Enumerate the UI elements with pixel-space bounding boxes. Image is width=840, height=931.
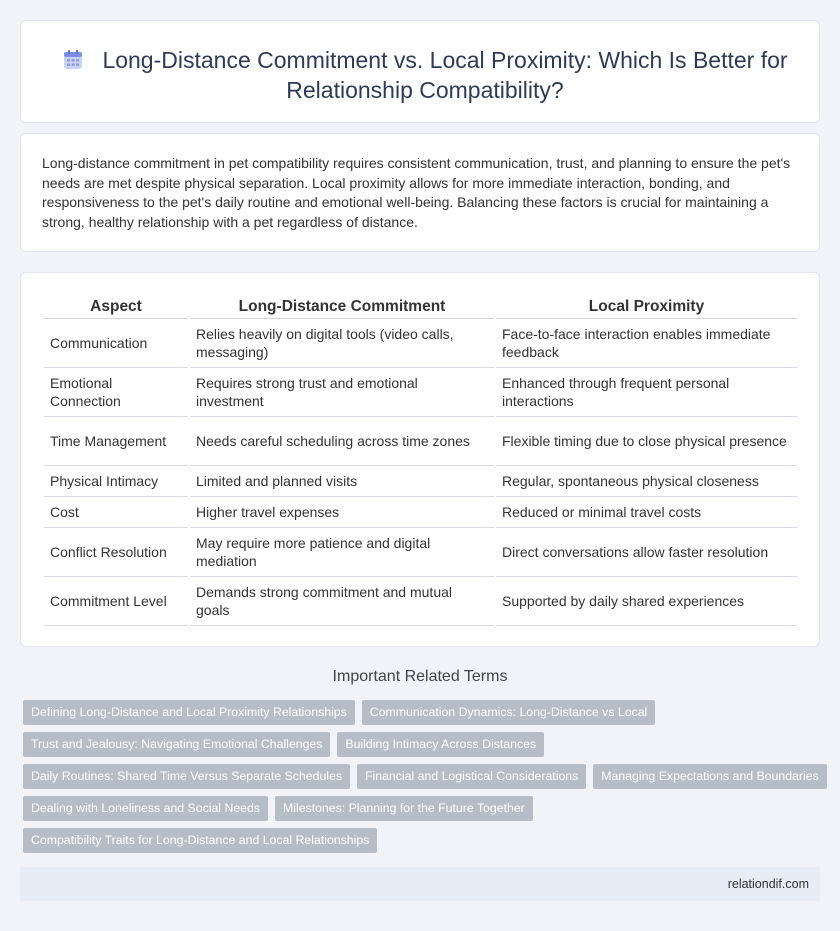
table-row [44, 528, 797, 577]
local-cell: Reduced or minimal travel costs [496, 497, 797, 528]
related-term-tag[interactable]: Defining Long-Distance and Local Proximity Relationships [23, 700, 355, 725]
page-title: Long-Distance Commitment vs. Local Proximity: Which Is Better for Relationship Compatibility? [102, 47, 788, 103]
aspect-cell: Conflict Resolution [44, 528, 188, 577]
aspect-cell: Time Management [44, 417, 188, 466]
related-term-tag[interactable]: Dealing with Loneliness and Social Needs [23, 796, 268, 821]
related-term-tag[interactable]: Compatibility Traits for Long-Distance and Local Relationships [23, 828, 377, 853]
header-long-distance: Long-Distance Commitment [190, 297, 494, 319]
long-distance-cell: Relies heavily on digital tools (video calls, messaging) [190, 319, 494, 368]
header-local: Local Proximity [496, 297, 797, 319]
local-cell: Supported by daily shared experiences [496, 577, 797, 626]
related-term-tag[interactable]: Daily Routines: Shared Time Versus Separate Schedules [23, 764, 350, 789]
related-term-tag[interactable]: Financial and Logistical Considerations [357, 764, 586, 789]
comparison-card [20, 272, 820, 647]
aspect-cell: Commitment Level [44, 577, 188, 626]
table-row [44, 577, 797, 626]
table-row [44, 497, 797, 528]
header-aspect: Aspect [44, 297, 188, 319]
related-term-tag[interactable]: Managing Expectations and Boundaries [593, 764, 826, 789]
local-cell: Flexible timing due to close physical presence [496, 417, 797, 466]
table-row [44, 319, 797, 368]
long-distance-cell: May require more patience and digital mediation [190, 528, 494, 577]
comparison-table [42, 297, 799, 626]
long-distance-cell: Needs careful scheduling across time zones [190, 417, 494, 466]
related-term-tag[interactable]: Milestones: Planning for the Future Together [275, 796, 533, 821]
related-term-tag[interactable]: Trust and Jealousy: Navigating Emotional Challenges [23, 732, 330, 757]
related-terms-heading: Important Related Terms [332, 668, 508, 685]
footer [20, 867, 820, 901]
table-row [44, 466, 797, 497]
aspect-cell: Emotional Connection [44, 368, 188, 417]
local-cell: Regular, spontaneous physical closeness [496, 466, 797, 497]
table-row [44, 417, 797, 466]
document-icon [62, 49, 84, 71]
related-term-tag[interactable]: Communication Dynamics: Long-Distance vs Local [362, 700, 655, 725]
site-name[interactable]: relationdif.com [727, 877, 809, 891]
long-distance-cell: Requires strong trust and emotional investment [190, 368, 494, 417]
intro-paragraph: Long-distance commitment in pet compatibility requires consistent communication, trust, and planning to ensure the pet's needs are met despite physical separation. Local proximity allows for more immediate interaction, bonding, and responsiveness to the pet's daily routine and emotional well-being. Balancing these factors is crucial for maintaining a strong, healthy relationship with a pet regardless of distance. [42, 155, 791, 230]
local-cell: Face-to-face interaction enables immediate feedback [496, 319, 797, 368]
aspect-cell: Communication [44, 319, 188, 368]
long-distance-cell: Limited and planned visits [190, 466, 494, 497]
intro-card [20, 133, 820, 252]
aspect-cell: Physical Intimacy [44, 466, 188, 497]
aspect-cell: Cost [44, 497, 188, 528]
related-terms-list [23, 700, 823, 860]
title-block [61, 45, 789, 105]
table-header-row [44, 297, 797, 319]
header-card [20, 20, 820, 123]
related-term-tag[interactable]: Building Intimacy Across Distances [337, 732, 544, 757]
table-row [44, 368, 797, 417]
long-distance-cell: Demands strong commitment and mutual goals [190, 577, 494, 626]
local-cell: Enhanced through frequent personal interactions [496, 368, 797, 417]
local-cell: Direct conversations allow faster resolution [496, 528, 797, 577]
long-distance-cell: Higher travel expenses [190, 497, 494, 528]
